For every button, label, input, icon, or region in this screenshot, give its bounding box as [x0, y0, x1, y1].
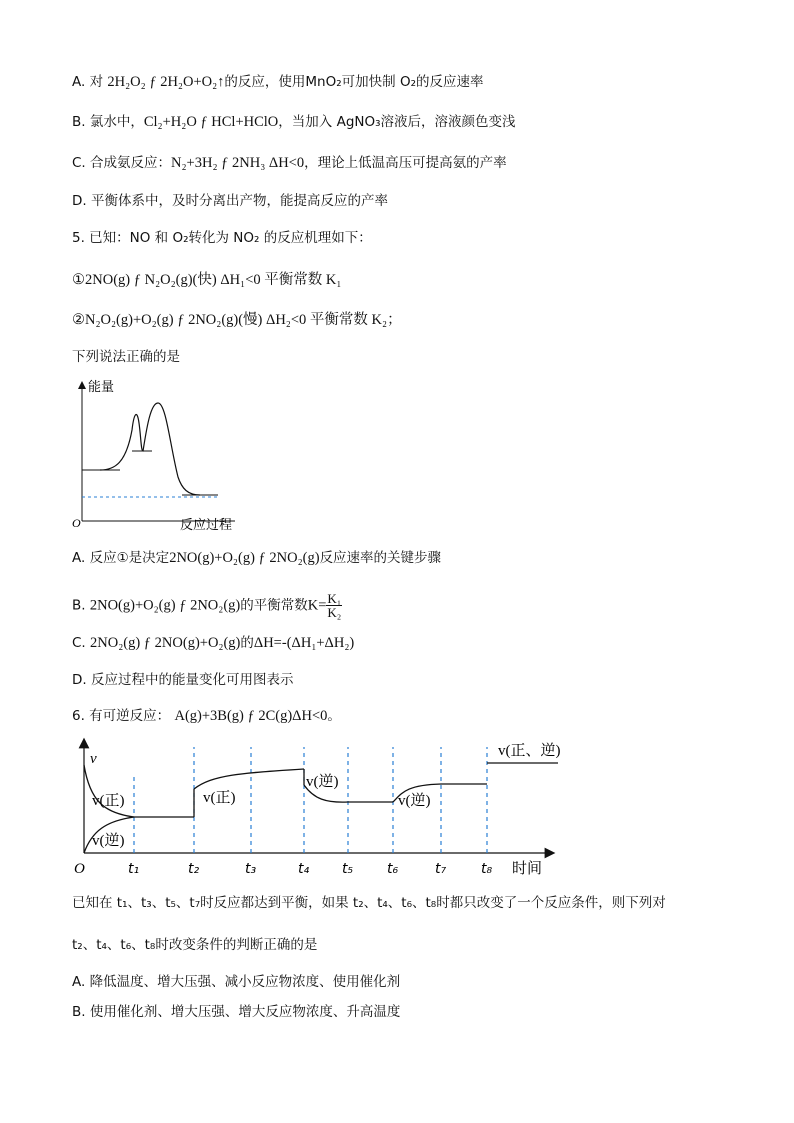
q5-option-b-k: K= [307, 597, 327, 614]
q6-tick-t4: t₄ [298, 861, 310, 877]
q5-option-a-prefix: A. 反应①是决定 [72, 550, 170, 566]
q5-x-label: 反应过程 [180, 518, 233, 533]
q6-paragraph-1: 已知在 t₁、t₃、t₅、t₇时反应都达到平衡，如果 t₂、t₄、t₆、t₈时都只改变了一个反应条件，则下列对 [72, 895, 666, 911]
q5-y-label: 能量 [88, 380, 115, 395]
q5-energy-curve [100, 403, 200, 495]
q6-paragraph-2: t₂、t₄、t₆、t₈时改变条件的判断正确的是 [72, 937, 318, 953]
q6-stem-text: 6. 有可逆反应： [72, 708, 171, 724]
q5-option-c-mid: 的 [240, 635, 254, 651]
q5-step-1: ①2NO(g) ƒ N₂O₂(g)(快) ΔH₁<0 平衡常数 K₁ [72, 272, 342, 288]
q5-option-c [72, 633, 354, 653]
q4-option-a-equation: 2H₂O₂ ƒ 2H₂O+O₂↑ [107, 74, 225, 90]
q6-stem [72, 706, 341, 726]
q6-tick-t1: t₁ [128, 861, 140, 877]
q6-label-reverse-1: v(逆) [92, 833, 125, 849]
q5-stem: 5. 已知：NO 和 O₂转化为 NO₂ 的反应机理如下： [72, 230, 372, 246]
q5-option-a [72, 548, 441, 568]
q5-fraction-denominator: K₂ [327, 605, 342, 620]
q5-option-b-prefix: B. [72, 597, 90, 614]
q5-option-a-suffix: 反应速率的关键步骤 [319, 550, 442, 566]
q4-option-c [72, 153, 507, 173]
q4-option-b-suffix: ，当加入 AgNO₃溶液后，溶液颜色变浅 [278, 114, 516, 130]
q6-label-forward-2: v(正) [203, 790, 236, 806]
q6-label-both-8: v(正、逆) [498, 743, 561, 759]
q6-tick-t7: t₇ [435, 861, 447, 877]
q4-option-c-prefix: C. 合成氨反应： [72, 155, 172, 171]
q5-question: 下列说法正确的是 [72, 349, 180, 365]
q4-option-b [72, 112, 516, 132]
q6-label-reverse-6: v(逆) [398, 793, 431, 809]
q6-option-b: B. 使用催化剂、增大压强、增大反应物浓度、升高温度 [72, 1004, 401, 1020]
q5-option-c-delta-h: ΔH=-(ΔH₁+ΔH₂) [253, 635, 355, 651]
q5-step-2: ②N₂O₂(g)+O₂(g) ƒ 2NO₂(g)(慢) ΔH₂<0 平衡常数 K₂； [72, 312, 402, 328]
q5-origin: O [72, 516, 81, 530]
q4-option-b-prefix: B. 氯水中， [72, 114, 144, 130]
q5-option-b-fraction [326, 592, 342, 619]
q5-option-c-equation: 2NO₂(g) ƒ 2NO(g)+O₂(g) [90, 635, 241, 651]
q5-option-b [72, 592, 342, 619]
q6-y-label: v [90, 751, 97, 767]
q4-option-b-equation: Cl₂+H₂O ƒ HCl+HClO [143, 114, 279, 130]
q5-option-a-equation: 2NO(g)+O₂(g) ƒ 2NO₂(g) [169, 550, 320, 566]
q5-energy-diagram [70, 375, 250, 535]
q6-tick-t8: t₈ [481, 861, 493, 877]
q5-option-c-prefix: C. [72, 635, 91, 651]
q6-label-forward-1: v(正) [92, 793, 125, 809]
q5-fraction-numerator: K₁ [327, 591, 342, 606]
q6-label-reverse-4: v(逆) [306, 774, 339, 790]
q6-tick-t5: t₅ [342, 861, 354, 877]
q5-option-b-mid: 的平衡常数 [240, 597, 308, 614]
q4-option-c-suffix: ，理论上低温高压可提高氨的产率 [304, 155, 507, 171]
q6-x-label: 时间 [512, 859, 543, 877]
q4-option-d: D. 平衡体系中，及时分离出产物，能提高反应的产率 [72, 193, 388, 209]
q5-option-d: D. 反应过程中的能量变化可用图表示 [72, 672, 294, 688]
q6-tick-t3: t₃ [245, 861, 257, 877]
q6-stem-end: 。 [327, 708, 341, 724]
q4-option-a-prefix: A. 对 [72, 74, 104, 90]
q4-option-a-suffix: 的反应，使用MnO₂可加快制 O₂的反应速率 [224, 74, 484, 90]
q5-option-b-equation: 2NO(g)+O₂(g) ƒ 2NO₂(g) [89, 597, 241, 614]
q6-dashed-markers [134, 747, 487, 853]
q6-curve-t2-t4 [194, 769, 304, 789]
q6-option-a: A. 降低温度、增大压强、减小反应物浓度、使用催化剂 [72, 974, 401, 990]
q6-tick-labels [128, 861, 492, 877]
q6-origin: O [74, 861, 85, 877]
q4-option-a [72, 72, 483, 92]
q6-equation: A(g)+3B(g) ƒ 2C(g)ΔH<0 [174, 708, 328, 724]
q4-option-c-equation: N₂+3H₂ ƒ 2NH₃ ΔH<0 [171, 155, 305, 171]
q6-rate-time-graph [70, 735, 570, 880]
q6-tick-t2: t₂ [188, 861, 200, 877]
q6-tick-t6: t₆ [387, 861, 399, 877]
q6-curve-forward-0 [84, 765, 134, 817]
